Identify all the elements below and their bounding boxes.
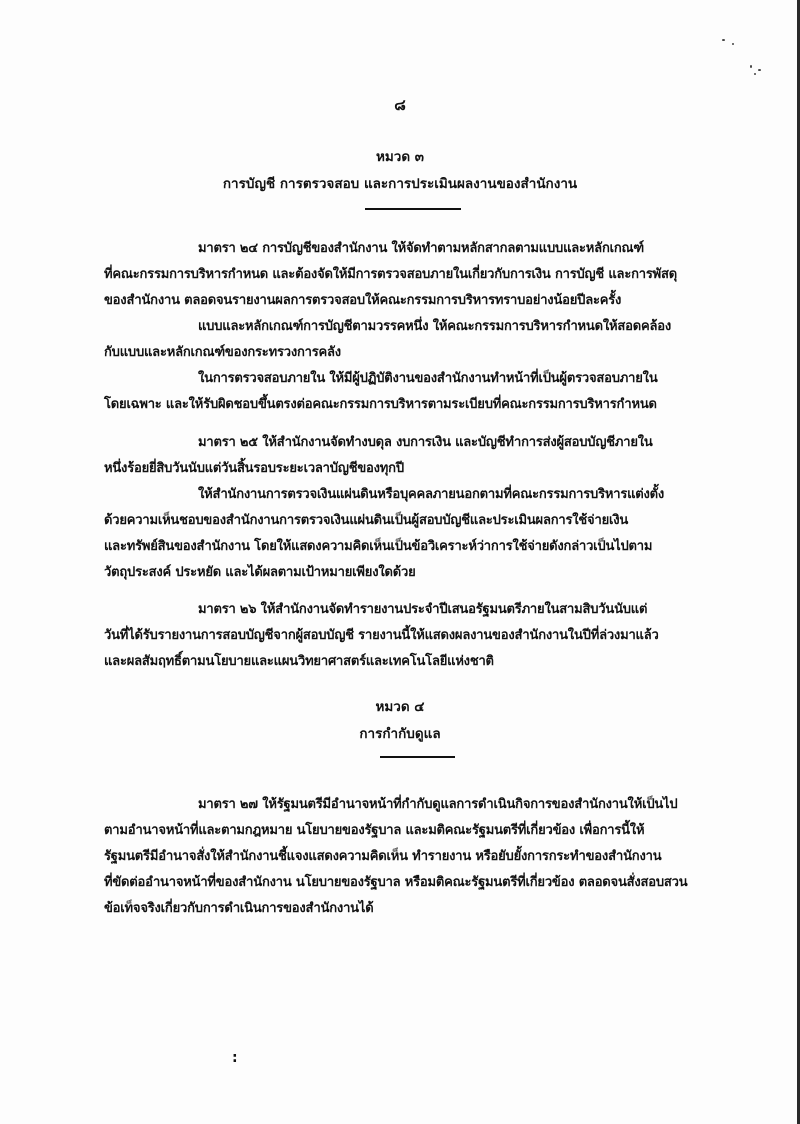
- footer-mark: :: [232, 1050, 238, 1066]
- scan-specks: [720, 35, 770, 80]
- text-line: กับแบบและหลักเกณฑ์ของกระทรวงการคลัง: [104, 345, 341, 360]
- text-line: ให้สำนักงานการตรวจเงินแผ่นดินหรือบุคคลภายนอกตามที่คณะกรรมการบริหารแต่งตั้ง: [198, 487, 665, 502]
- chapter-title: การบัญชี การตรวจสอบ และการประเมินผลงานของสำนักงาน: [222, 176, 578, 192]
- chapter-heading: หมวด ๔: [375, 699, 425, 715]
- text-line: ที่คณะกรรมการบริหารกำหนด และต้องจัดให้มีการตรวจสอบภายในเกี่ยวกับการเงิน การบัญชี และการพัสดุ: [104, 267, 677, 282]
- text-line: และทรัพย์สินของสำนักงาน โดยให้แสดงความคิดเห็นเป็นข้อวิเคราะห์ว่าการใช้จ่ายดังกล่าวเป็นไปตาม: [104, 539, 653, 554]
- chapter-divider: [380, 756, 455, 758]
- section-26: [104, 597, 704, 675]
- text-line: ข้อเท็จจริงเกี่ยวกับการดำเนินการของสำนักงานได้: [104, 901, 374, 916]
- text-line: วันที่ได้รับรายงานการสอบบัญชีจากผู้สอบบัญชี รายงานนี้ให้แสดงผลงานของสำนักงานในปีที่ล่วงมาแล้ว: [104, 628, 659, 643]
- text-line: มาตรา ๒๕ ให้สำนักงานจัดทำงบดุล งบการเงิน และบัญชีทำการส่งผู้สอบบัญชีภายใน: [198, 435, 653, 450]
- chapter-title: การกำกับดูแล: [359, 726, 441, 742]
- section-24: [104, 236, 704, 418]
- text-line: วัตถุประสงค์ ประหยัด และได้ผลตามเป้าหมายเพียงใดด้วย: [104, 565, 416, 580]
- text-line: ตามอำนาจหน้าที่และตามกฎหมาย นโยบายของรัฐบาล และมติคณะรัฐมนตรีที่เกี่ยวข้อง เพื่อการนี้ให้: [104, 823, 645, 838]
- text-line: หนึ่งร้อยยี่สิบวันนับแต่วันสิ้นรอบระยะเวลาบัญชีของทุกปี: [104, 461, 404, 476]
- text-line: และผลสัมฤทธิ์ตามนโยบายและแผนวิทยาศาสตร์และเทคโนโลยีแห่งชาติ: [104, 654, 494, 669]
- text-line: ของสำนักงาน ตลอดจนรายงานผลการตรวจสอบให้คณะกรรมการบริหารทราบอย่างน้อยปีละครั้ง: [104, 293, 622, 308]
- text-line: รัฐมนตรีมีอำนาจสั่งให้สำนักงานชี้แจงแสดงความคิดเห็น ทำรายงาน หรือยับยั้งการกระทำของสำนักงาน: [104, 849, 662, 864]
- section-25: [104, 430, 704, 586]
- text-line: ด้วยความเห็นชอบของสำนักงานการตรวจเงินแผ่นดินเป็นผู้สอบบัญชีและประเมินผลการใช้จ่ายเงิน: [104, 513, 629, 528]
- text-line: ในการตรวจสอบภายใน ให้มีผู้ปฏิบัติงานของสำนักงานทำหน้าที่เป็นผู้ตรวจสอบภายใน: [198, 371, 658, 386]
- text-line: มาตรา ๒๔ การบัญชีของสำนักงาน ให้จัดทำตามหลักสากลตามแบบและหลักเกณฑ์: [198, 241, 644, 256]
- text-line: มาตรา ๒๖ ให้สำนักงานจัดทำรายงานประจำปีเสนอรัฐมนตรีภายในสามสิบวันนับแต่: [198, 602, 648, 617]
- chapter-divider: [365, 208, 461, 210]
- text-line: ที่ขัดต่ออำนาจหน้าที่ของสำนักงาน นโยบายของรัฐบาล หรือมติคณะรัฐมนตรีที่เกี่ยวข้อง ตลอดจนสั่งสอบสวน: [104, 875, 688, 890]
- chapter-heading: หมวด ๓: [375, 149, 425, 165]
- page-number: ๘: [394, 96, 406, 114]
- text-line: แบบและหลักเกณฑ์การบัญชีตามวรรคหนึ่ง ให้คณะกรรมการบริหารกำหนดให้สอดคล้อง: [198, 319, 671, 334]
- section-27: [104, 792, 704, 922]
- text-line: มาตรา ๒๗ ให้รัฐมนตรีมีอำนาจหน้าที่กำกับดูแลการดำเนินกิจการของสำนักงานให้เป็นไป: [198, 797, 678, 812]
- text-line: โดยเฉพาะ และให้รับผิดชอบขึ้นตรงต่อคณะกรรมการบริหารตามระเบียบที่คณะกรรมการบริหารกำหนด: [104, 397, 657, 412]
